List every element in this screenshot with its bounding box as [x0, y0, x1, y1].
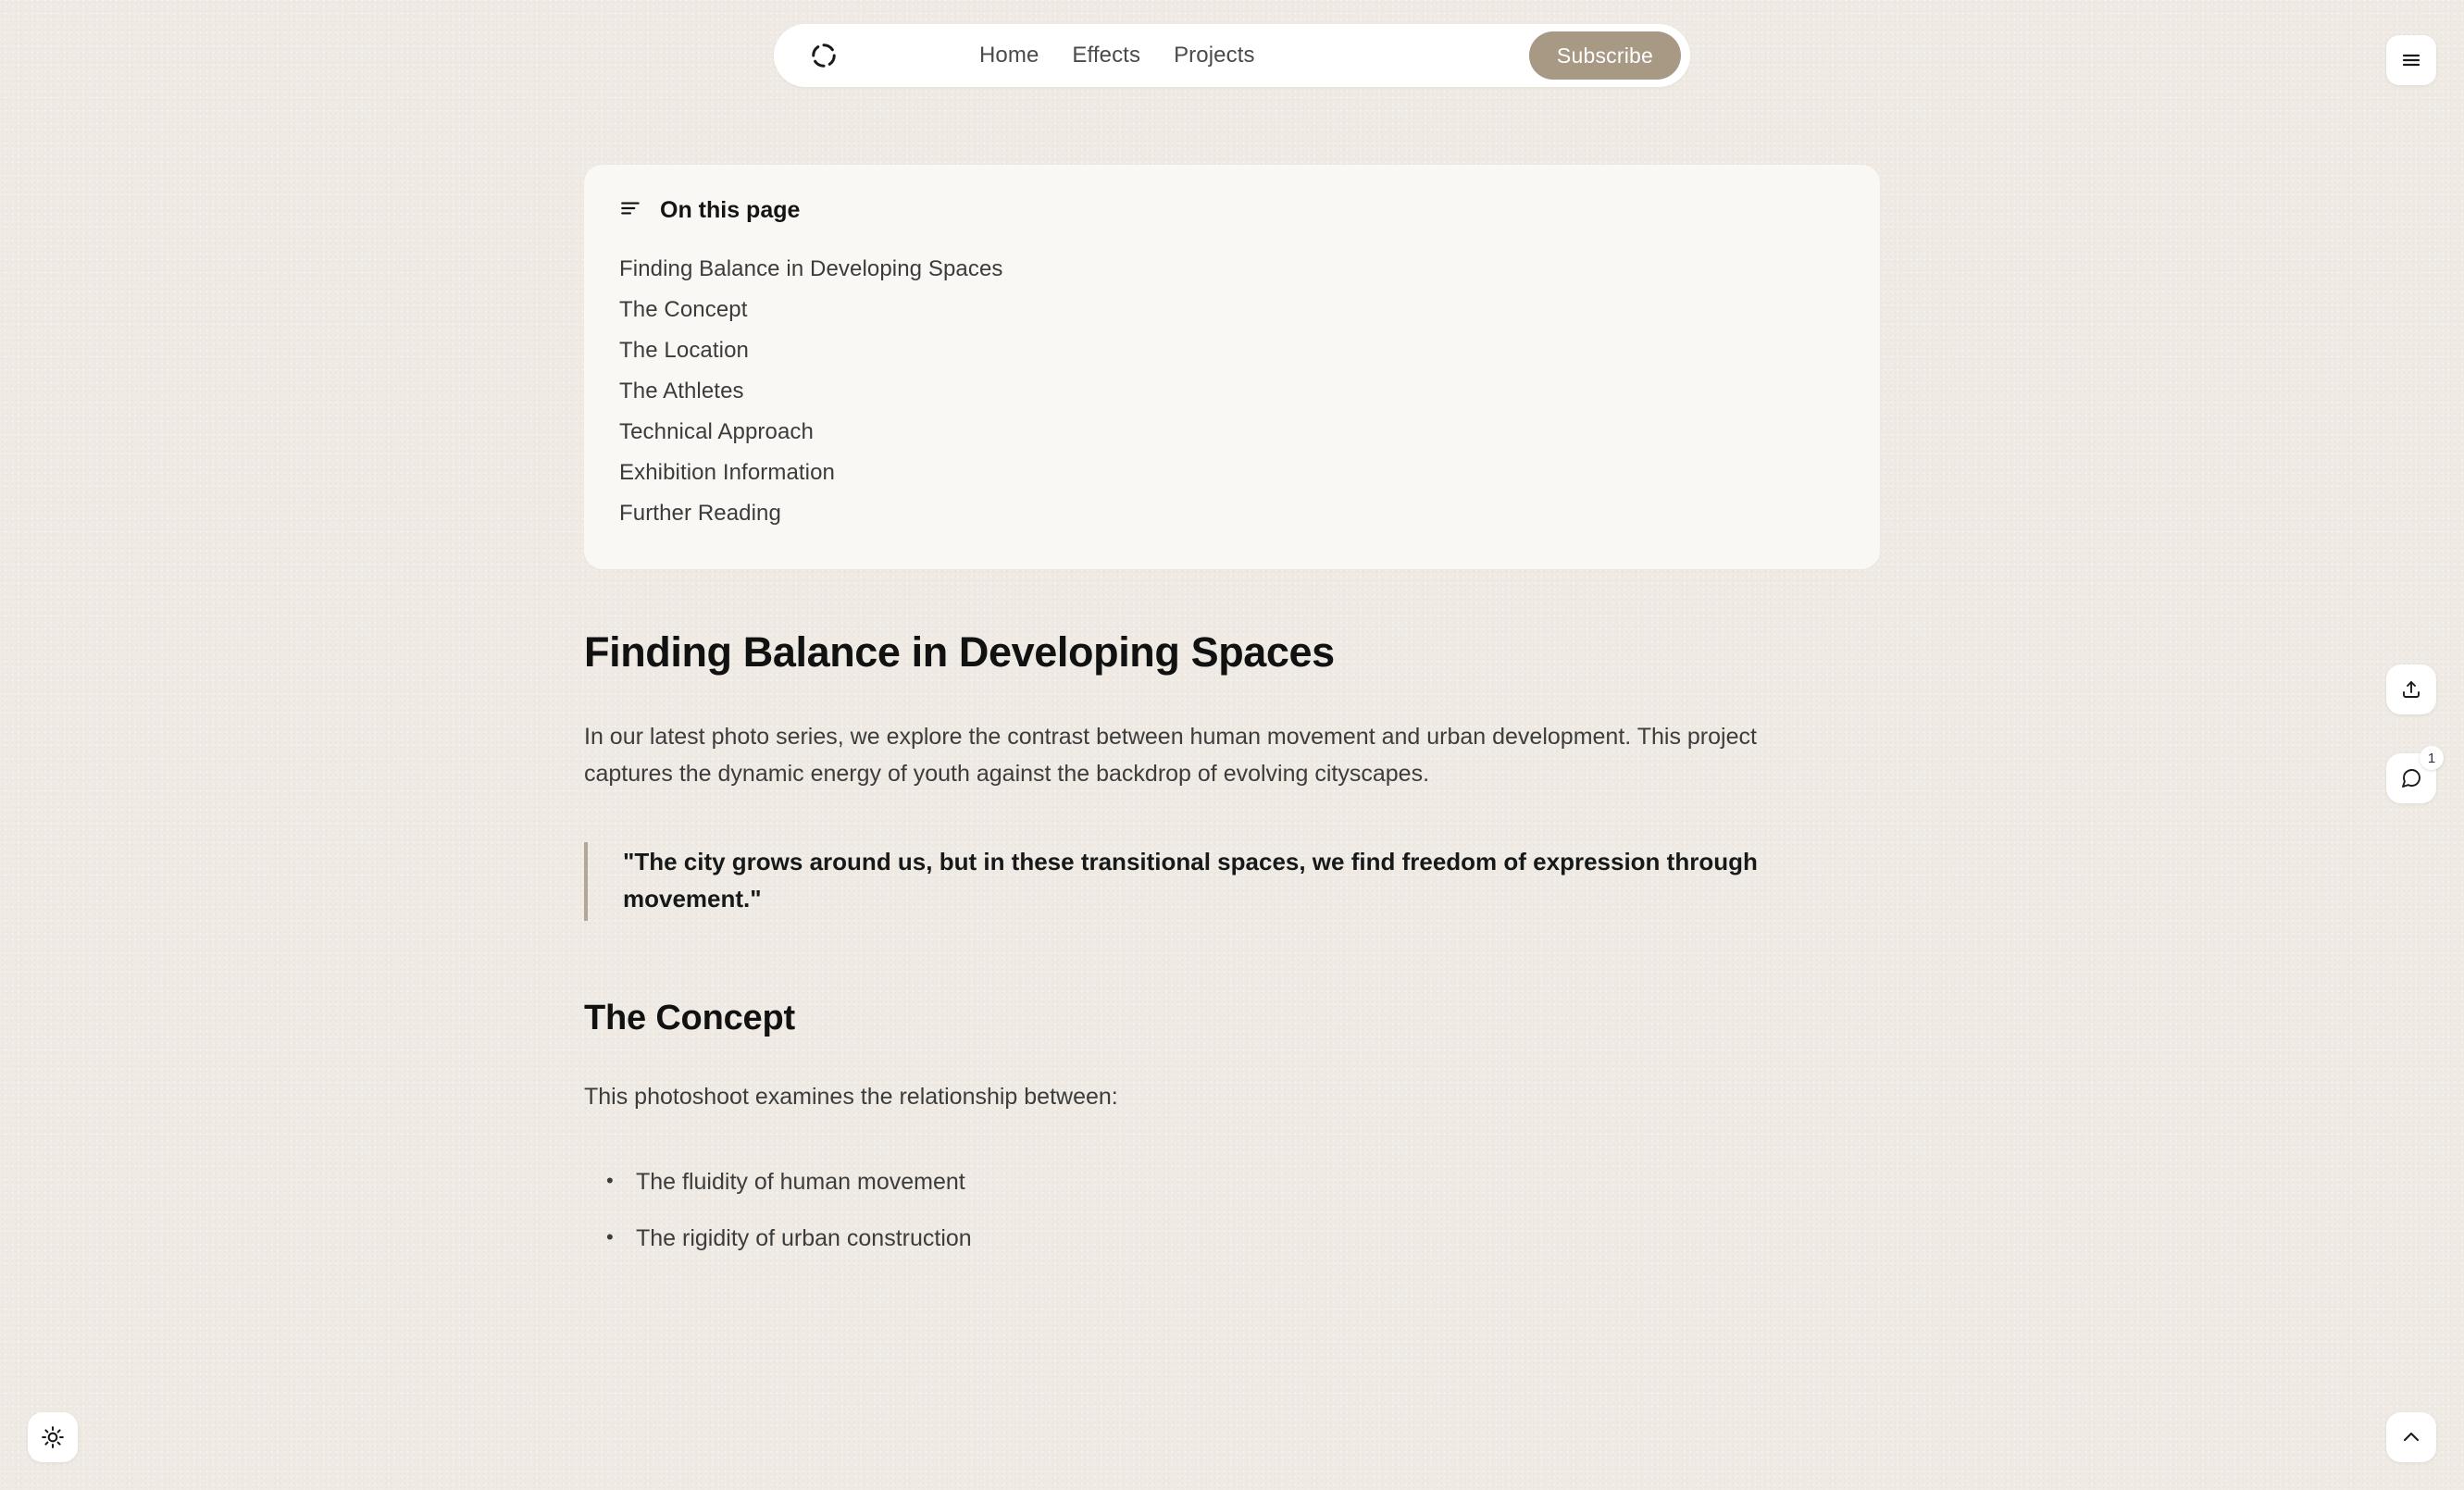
toc-item-the-athletes[interactable]: The Athletes [619, 379, 744, 404]
toc-title: On this page [660, 197, 801, 223]
toc-item-technical-approach[interactable]: Technical Approach [619, 419, 814, 444]
list-item: • The rigidity of urban construction [606, 1211, 1880, 1268]
nav-links [979, 43, 1255, 68]
toc-item-finding-balance[interactable]: Finding Balance in Developing Spaces [619, 256, 1003, 281]
article-body [584, 628, 1880, 1268]
share-upload-icon[interactable] [2386, 664, 2436, 714]
toc-list [619, 249, 1843, 534]
nav-link-home[interactable]: Home [979, 43, 1039, 68]
toc-item-further-reading[interactable]: Further Reading [619, 501, 781, 526]
article-lead-paragraph: In our latest photo series, we explore the contrast between human movement and urban development. This project captures the dynamic energy of youth against the backdrop of evolving cityscapes. [584, 724, 1757, 787]
sun-brightness-icon[interactable] [28, 1412, 78, 1462]
chevron-up-icon[interactable] [2386, 1412, 2436, 1462]
page-content [584, 0, 1880, 1268]
page-title: Finding Balance in Developing Spaces [584, 628, 1335, 676]
loading-spinner-icon[interactable] [807, 39, 840, 72]
toc-item-exhibition-information[interactable]: Exhibition Information [619, 460, 835, 485]
concept-bullet-list [584, 1154, 1880, 1268]
hamburger-menu-icon[interactable] [2386, 35, 2436, 85]
toc-item-the-location[interactable]: The Location [619, 338, 749, 363]
pull-quote: "The city grows around us, but in these transitional spaces, we find freedom of expression through movement." [584, 842, 1861, 921]
nav-link-projects[interactable]: Projects [1174, 43, 1255, 68]
top-navigation-bar [774, 24, 1690, 87]
comment-bubble-icon[interactable] [2386, 750, 2436, 803]
list-item: • The fluidity of human movement [606, 1154, 1880, 1211]
comment-count-badge: 1 [2420, 746, 2444, 770]
list-lines-icon [619, 196, 643, 225]
nav-link-effects[interactable]: Effects [1072, 43, 1141, 68]
toc-item-the-concept[interactable]: The Concept [619, 297, 748, 322]
toc-header [619, 196, 1843, 225]
table-of-contents-card [584, 165, 1880, 569]
section-intro-paragraph: This photoshoot examines the relationship between: [584, 1084, 1118, 1111]
subscribe-button[interactable]: Subscribe [1529, 31, 1681, 80]
section-heading-the-concept: The Concept [584, 999, 795, 1038]
